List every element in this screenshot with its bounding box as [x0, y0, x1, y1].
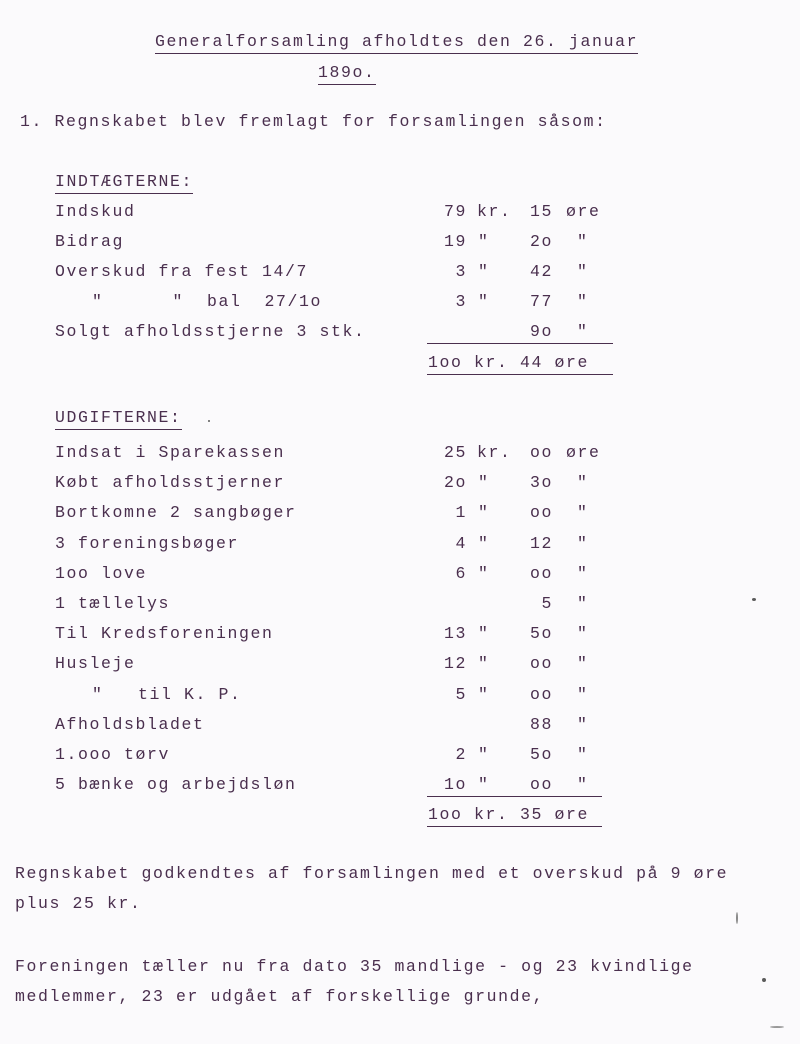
income-row-kr-unit: " — [478, 262, 490, 281]
meeting-title: Generalforsamling afholdtes den 26. januar — [155, 32, 638, 54]
expenses-row-kr-unit: " — [478, 563, 490, 583]
expenses-row-kr-unit: " — [478, 654, 490, 674]
expenses-row-ore-unit: " — [577, 473, 589, 493]
income-row-kr: 79 — [443, 202, 467, 221]
expenses-total: 1oo kr. 35 øre — [428, 805, 590, 824]
expenses-row-ore: 88 — [529, 714, 553, 734]
income-row-label: Bidrag — [55, 232, 125, 251]
income-row-ore-unit: " — [577, 262, 589, 281]
expenses-row-kr-unit: kr. — [477, 443, 512, 462]
income-row-label: Indskud — [55, 202, 136, 221]
expenses-row-ore-unit: " — [577, 594, 589, 613]
scan-speck — [208, 420, 210, 422]
income-row-kr: 19 — [443, 232, 467, 251]
expenses-row-ore: oo — [529, 775, 553, 795]
income-total: 1oo kr. 44 øre — [428, 353, 590, 372]
approval-line-1: Regnskabet godkendtes af forsamlingen med et overskud på 9 øre — [15, 864, 729, 883]
expenses-row-kr: 13 — [443, 624, 467, 644]
expenses-row-kr: 2o — [443, 473, 467, 493]
expenses-row-kr-unit: " — [478, 533, 490, 553]
scan-speck — [770, 1026, 784, 1028]
expenses-row-ore: oo — [529, 654, 553, 674]
expenses-row-kr-unit: " — [478, 745, 490, 764]
scan-speck — [752, 598, 756, 601]
expenses-row-ore: 12 — [529, 533, 553, 553]
expenses-row-ore: oo — [529, 443, 553, 462]
expenses-row-label: 1 tællelys — [55, 594, 171, 613]
expenses-row-label: 5 bænke og arbejdsløn — [55, 775, 297, 795]
income-total-underline — [427, 374, 613, 375]
expenses-row-label: " til K. P. — [92, 684, 242, 704]
expenses-row-kr-unit: " — [478, 503, 490, 523]
income-row-ore: 42 — [529, 262, 553, 281]
scan-speck — [762, 978, 766, 982]
expenses-row-label: 1oo love — [55, 563, 148, 583]
expenses-row-ore-unit: " — [577, 745, 589, 764]
membership-line-2: medlemmer, 23 er udgået af forskellige grunde, — [15, 987, 545, 1006]
membership-line-1: Foreningen tæller nu fra dato 35 mandlige - og 23 kvindlige — [15, 957, 694, 976]
expenses-row-ore-unit: " — [577, 563, 589, 583]
expenses-row-ore-unit: øre — [566, 443, 601, 462]
income-row-kr: 3 — [455, 262, 467, 281]
income-row-ore: 2o — [529, 232, 553, 251]
expenses-row-ore-unit: " — [577, 533, 589, 553]
expenses-row-kr: 5 — [455, 684, 467, 704]
expenses-row-kr: 2 — [455, 745, 467, 764]
expenses-row-ore-unit: " — [577, 654, 589, 674]
expenses-row-kr-unit: " — [478, 624, 490, 644]
expenses-row-ore-unit: " — [577, 503, 589, 523]
expenses-row-kr: 1o — [443, 775, 467, 795]
meeting-year: 189o. — [318, 63, 376, 85]
income-row-ore-unit: " — [577, 232, 589, 251]
expenses-row-kr: 25 — [443, 443, 467, 462]
expenses-row-ore: oo — [529, 563, 553, 583]
income-row-kr-unit: kr. — [477, 202, 512, 221]
income-row-kr-unit: " — [478, 232, 490, 251]
income-row-label: Overskud fra fest 14/7 — [55, 262, 309, 281]
expenses-total-underline — [427, 826, 602, 827]
expenses-heading: UDGIFTERNE: — [55, 408, 182, 430]
scan-speck — [736, 912, 738, 924]
expenses-row-kr-unit: " — [478, 473, 490, 493]
expenses-total-rule — [427, 796, 602, 797]
income-row-ore: 15 — [529, 202, 553, 221]
income-row-kr: 3 — [455, 292, 467, 311]
income-row-label: " " bal 27/1o — [92, 292, 323, 311]
expenses-row-ore-unit: " — [577, 775, 589, 795]
expenses-row-label: Til Kredsforeningen — [55, 624, 274, 644]
income-row-ore-unit: " — [577, 292, 589, 311]
expenses-row-kr: 1 — [455, 503, 467, 523]
expenses-row-label: 3 foreningsbøger — [55, 533, 240, 553]
expenses-row-label: Afholdsbladet — [55, 714, 205, 734]
approval-line-2: plus 25 kr. — [15, 894, 142, 913]
expenses-row-ore: 3o — [529, 473, 553, 493]
income-row-ore-unit: øre — [566, 202, 601, 221]
income-row-ore: 9o — [529, 322, 553, 341]
income-row-kr-unit: " — [478, 292, 490, 311]
expenses-row-ore-unit: " — [577, 714, 589, 734]
expenses-row-kr-unit: " — [478, 684, 490, 704]
expenses-row-ore: oo — [529, 503, 553, 523]
expenses-row-label: Købt afholdsstjerner — [55, 473, 286, 493]
expenses-row-ore: 5o — [529, 624, 553, 644]
expenses-row-ore-unit: " — [577, 624, 589, 644]
income-row-ore-unit: " — [577, 322, 589, 341]
expenses-row-label: Husleje — [55, 654, 136, 674]
income-heading: INDTÆGTERNE: — [55, 172, 193, 194]
expenses-row-label: Indsat i Sparekassen — [55, 443, 286, 462]
income-row-label: Solgt afholdsstjerne 3 stk. — [55, 322, 366, 341]
expenses-row-kr: 4 — [455, 533, 467, 553]
expenses-row-kr: 12 — [443, 654, 467, 674]
expenses-row-label: 1.ooo tørv — [55, 745, 171, 764]
expenses-row-kr: 6 — [455, 563, 467, 583]
expenses-row-ore: oo — [529, 684, 553, 704]
expenses-row-kr-unit: " — [478, 775, 490, 795]
income-row-ore: 77 — [529, 292, 553, 311]
expenses-row-ore: 5 — [541, 594, 553, 613]
income-total-rule — [427, 343, 613, 344]
expenses-row-ore-unit: " — [577, 684, 589, 704]
item-1-intro: 1. Regnskabet blev fremlagt for forsamlingen såsom: — [20, 112, 607, 131]
expenses-row-label: Bortkomne 2 sangbøger — [55, 503, 297, 523]
expenses-row-ore: 5o — [529, 745, 553, 764]
